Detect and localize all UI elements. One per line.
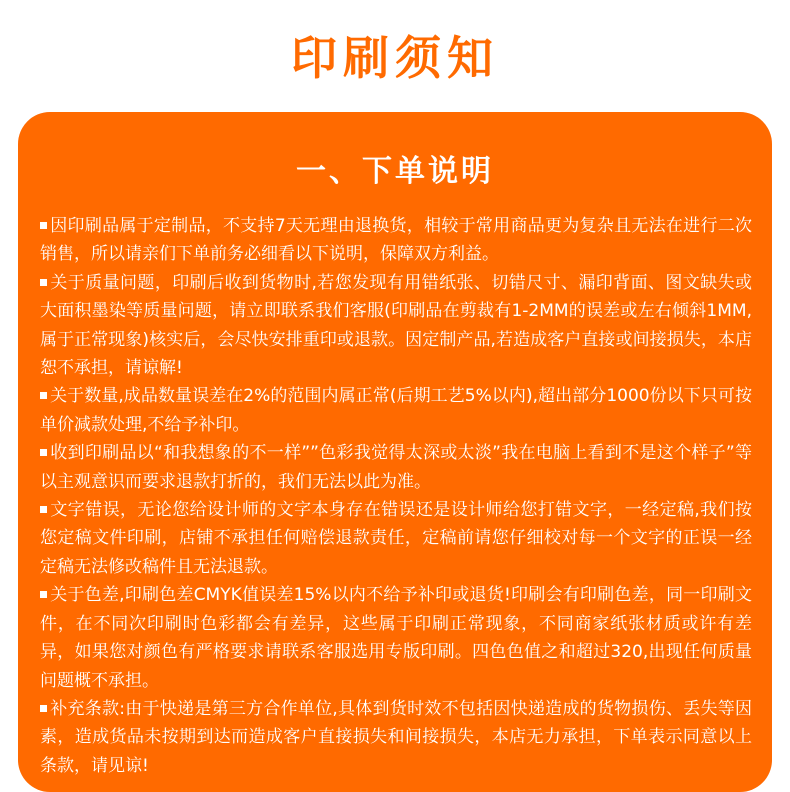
notice-item	[40, 269, 752, 383]
notice-content	[40, 212, 752, 780]
notice-item-text: 关于色差,印刷色差CMYK值误差15%以内不给予补印或退货!印刷会有印刷色差，同一印刷文件，在不同次印刷时色彩都会有差异，这些属于印刷正常现象，不同商家纸张材质或许有差异，如果您对颜色有严格要求请联系客服选用专版印刷。四色色值之和超过320,出现任何质量问题概不承担。	[40, 585, 752, 691]
notice-item-text: 文字错误，无论您给设计师的文字本身存在错误还是设计师给您打错文字，一经定稿,我们按您定稿文件印刷，店铺不承担任何赔偿退款责任，定稿前请您仔细校对每一个文字的正误一经定稿无法修改稿件且无法退款。	[40, 500, 752, 577]
notice-item	[40, 212, 752, 269]
square-bullet-icon	[40, 222, 47, 229]
notice-item	[40, 695, 752, 780]
square-bullet-icon	[40, 506, 47, 513]
notice-item-text: 收到印刷品以“和我想象的不一样””色彩我觉得太深或太淡”我在电脑上看到不是这个样子”等以主观意识而要求退款打折的，我们无法以此为准。	[40, 443, 752, 492]
notice-item-text: 因印刷品属于定制品，不支持7天无理由退换货，相较于常用商品更为复杂且无法在进行二次销售，所以请亲们下单前务必细看以下说明，保障双方利益。	[40, 216, 752, 265]
page-title: 印刷须知	[291, 31, 499, 85]
section-title: 一、下单说明	[296, 154, 494, 189]
notice-item	[40, 496, 752, 581]
square-bullet-icon	[40, 392, 47, 399]
square-bullet-icon	[40, 449, 47, 456]
notice-item	[40, 439, 752, 496]
square-bullet-icon	[40, 705, 47, 712]
square-bullet-icon	[40, 279, 47, 286]
square-bullet-icon	[40, 591, 47, 598]
notice-item-text: 关于质量问题，印刷后收到货物时,若您发现有用错纸张、切错尺寸、漏印背面、图文缺失或大面积墨染等质量问题，请立即联系我们客服(印刷品在剪裁有1-2MM的误差或左右倾斜1MM,属于正常现象)核实后，会尽快安排重印或退款。因定制产品,若造成客户直接或间接损失，本店恕不承担，请谅解!	[40, 272, 752, 379]
notice-item	[40, 581, 752, 695]
notice-item-text: 关于数量,成品数量误差在2%的范围内属正常(后期工艺5%以内),超出部分1000份以下只可按单价减款处理,不给予补印。	[40, 386, 752, 435]
notice-item-text: 补充条款:由于快递是第三方合作单位,具体到货时效不包括因快递造成的货物损伤、丢失等因素，造成货品未按期到达而造成客户直接损失和间接损失，本店无力承担，下单表示同意以上条款，请见谅!	[40, 698, 752, 776]
notice-item	[40, 382, 752, 439]
